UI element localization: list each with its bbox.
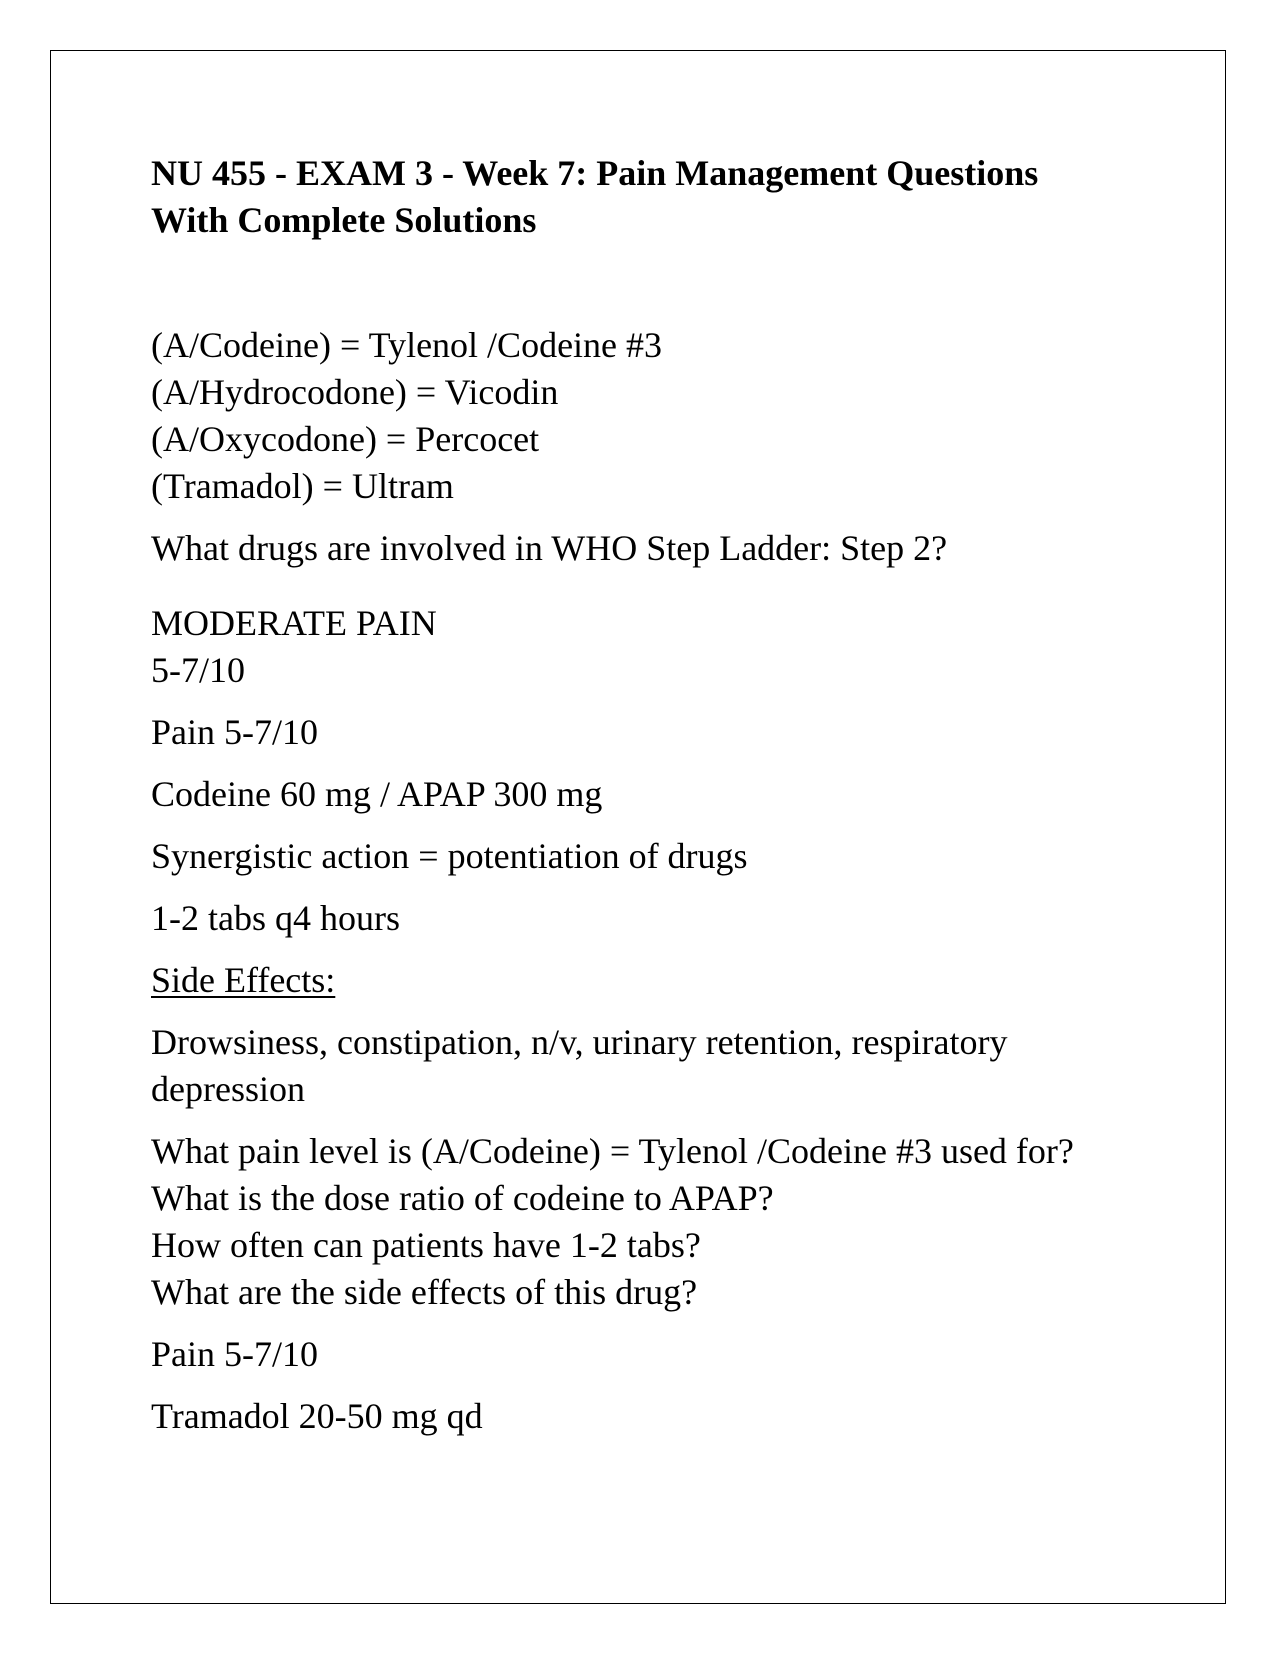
- document-title: [151, 150, 1171, 244]
- review-questions: [151, 1128, 1171, 1316]
- drug-equivalent-oxycodone: (A/Oxycodone) = Percocet: [151, 419, 540, 459]
- side-effects-heading: Side Effects:: [151, 960, 336, 1000]
- title-line-2: With Complete Solutions: [151, 200, 537, 240]
- pain-level: Pain 5-7/10: [151, 712, 318, 752]
- answer-moderate-pain: [151, 600, 1171, 694]
- pain-level-2: Pain 5-7/10: [151, 1334, 318, 1374]
- answer-moderate-pain-line-1: MODERATE PAIN: [151, 603, 437, 643]
- review-question-4: What are the side effects of this drug?: [151, 1272, 698, 1312]
- question-who-step-2: What drugs are involved in WHO Step Ladder: Step 2?: [151, 528, 948, 568]
- drug-equivalent-hydrocodone: (A/Hydrocodone) = Vicodin: [151, 372, 559, 412]
- codeine-dose: Codeine 60 mg / APAP 300 mg: [151, 774, 603, 814]
- side-effects-list: [151, 1019, 1171, 1113]
- drug-equivalents: [151, 322, 1171, 510]
- side-effects-line-2: depression: [151, 1069, 305, 1109]
- title-line-1: NU 455 - EXAM 3 - Week 7: Pain Management Questions: [151, 153, 1039, 193]
- side-effects-line-1: Drowsiness, constipation, n/v, urinary retention, respiratory: [151, 1022, 1008, 1062]
- review-question-3: How often can patients have 1-2 tabs?: [151, 1225, 701, 1265]
- drug-equivalent-tramadol: (Tramadol) = Ultram: [151, 466, 454, 506]
- answer-moderate-pain-line-2: 5-7/10: [151, 650, 245, 690]
- dosing-frequency: 1-2 tabs q4 hours: [151, 898, 400, 938]
- review-question-1: What pain level is (A/Codeine) = Tylenol /Codeine #3 used for?: [151, 1131, 1074, 1171]
- tramadol-dose: Tramadol 20-50 mg qd: [151, 1396, 483, 1436]
- document-body: [151, 150, 1171, 1440]
- synergistic-action: Synergistic action = potentiation of drugs: [151, 836, 748, 876]
- drug-equivalent-codeine: (A/Codeine) = Tylenol /Codeine #3: [151, 325, 663, 365]
- review-question-2: What is the dose ratio of codeine to APAP?: [151, 1178, 774, 1218]
